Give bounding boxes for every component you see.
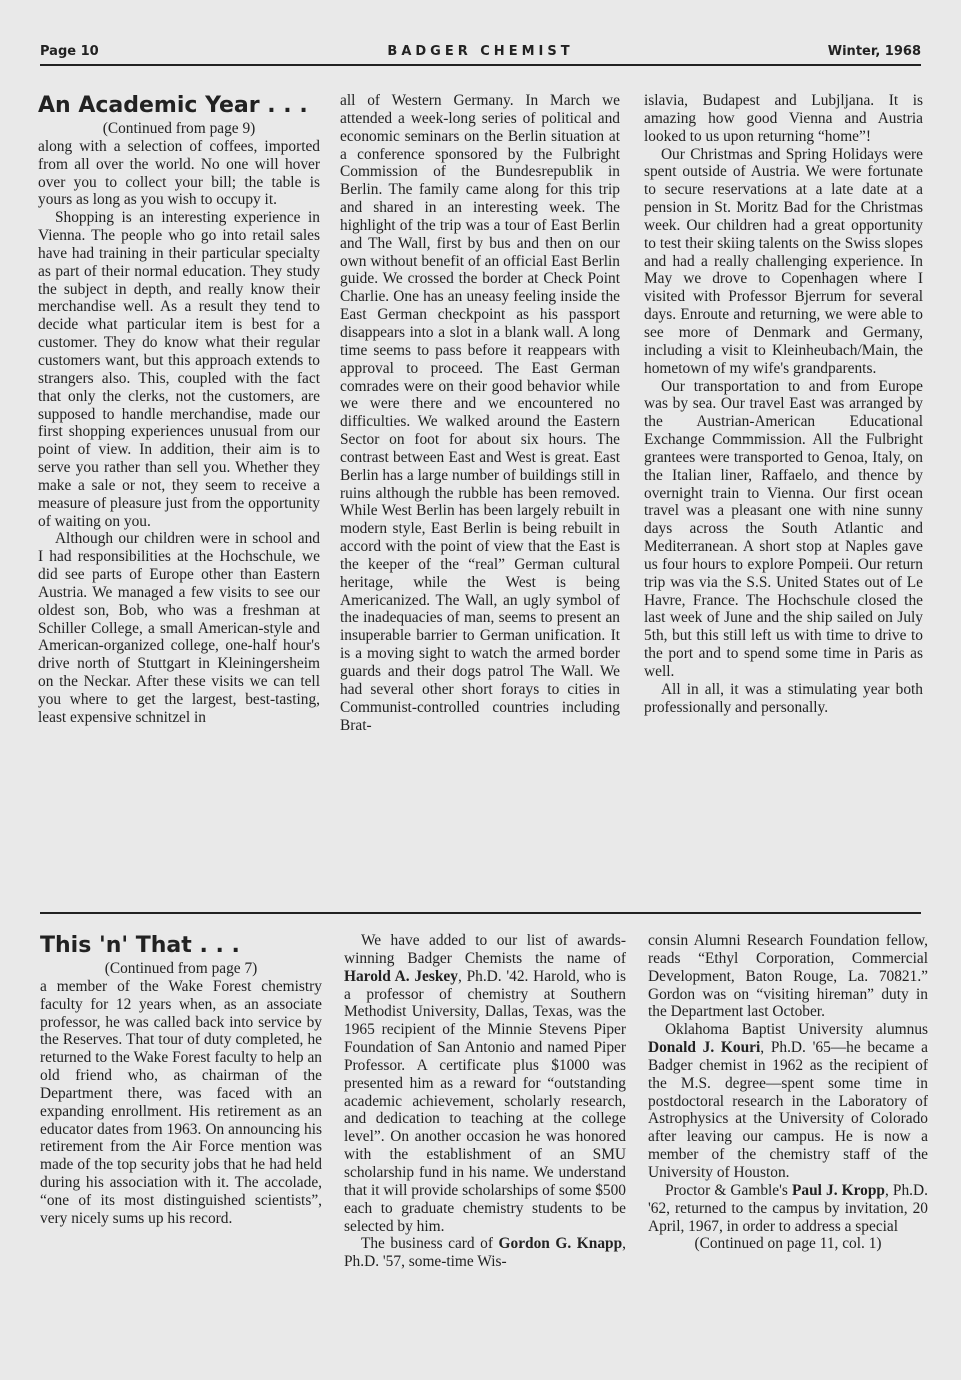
text-run: Proctor & Gamble's	[664, 1181, 792, 1199]
article1-col3-p3: Our transportation to and from Europe was by sea. Our travel East was arranged by the Austrian-American Educational Exchange Commmission. All the Fulbright grantees were transported to Genoa, Italy, on the Italian liner, Raffaelo, and thence by overnight train to Vienna. Our first ocean travel was a pleasant one with nine sunny days across the South Atlantic and Mediterranean. A short stop at Naples gave us four hours to explore Pompeii. Our return trip was via the S.S. United States out of Le Havre, France. The Hochschule closed the last week of June and the ship sailed on July 5th, but this still left us with time to drive to the port and to spend some time in Paris as well.	[644, 377, 923, 680]
page-header	[40, 44, 921, 64]
article2-column-2	[344, 932, 626, 1271]
article1-col3-p4: All in all, it was a stimulating year both professionally and personally.	[644, 680, 923, 716]
text-run: Oklahoma Baptist University alumnus	[664, 1021, 928, 1039]
section-rule	[40, 912, 921, 914]
article2-column-1	[40, 932, 322, 1228]
article2-title: This 'n' That . . .	[40, 933, 240, 958]
page-number: Page 10	[40, 44, 99, 59]
article1-col2-p1: all of Western Germany. In March we attended a week-long series of political and economic seminars on the Berlin situation at a conference sponsored by the Fulbright Commission of the Bundesrepublik in Berlin. The family came along for this trip and shared in an interesting week. The highlight of the trip was a tour of East Berlin and The Wall, first by bus and then on our own without benefit of an official East Berlin guide. We crossed the border at Check Point Charlie. One has an uneasy feeling inside the East German checkpoint as his passport disappears into a slot in a blank wall. A long time seems to pass before it reappears with approval to proceed. The East German comrades were on their good behavior while we were there and we encountered no difficulties. We walked around the Eastern Sector on foot for about six hours. The contrast between East and West is great. East Berlin has a large number of buildings still in ruins although the rubble has been removed. While West Berlin has been largely rebuilt in modern style, East Berlin is being rebuilt in accord with the point of view that the East is the keeper of the “real” German cultural heritage, while the West is being Americanized. The Wall, an ugly symbol of the inadequacies of man, seems to present an insuperable barrier to German unification. It is a moving sight to watch the armed border guards and their dogs patrol The Wall. We had several other short forays to cities in Communist-controlled countries including Brat-	[340, 92, 620, 734]
article2-continued-on: (Continued on page 11, col. 1)	[694, 1235, 882, 1253]
article1-column-1	[38, 92, 320, 727]
text-run: , Ph.D. '65—he became a Badger chemist in 1962 as the recipient of the M.S. degree—spent some time in postdoctoral research in the Laboratory of Astrophysics at the University of Colorado after leaving our campus. He is now a member of the chemistry staff of the University of Houston.	[648, 1039, 928, 1181]
article1-col3-p1: islavia, Budapest and Lubjljana. It is amazing how good Vienna and Austria looked to us upon returning “home”!	[644, 92, 923, 145]
text-run: The business card of	[360, 1235, 499, 1253]
article2-column-3	[648, 932, 928, 1253]
article1-column-3	[644, 92, 923, 717]
article1-col3-p2: Our Christmas and Spring Holidays were spent outside of Austria. We were fortunate to secure reservations at a late date at a pension in St. Moritz Bad for the Christmas week. Our children had a great opportunity to test their skiing talents on the Swiss slopes and had a really challenging experience. In May we drove to Copenhagen where I visited with Professor Bjerrum for several days. Enroute and returning, we were able to see more of Denmark and Germany, including a visit to Kleinheubach/Main, the hometown of my wife's grandparents.	[644, 145, 923, 377]
article2-col1-p1: a member of the Wake Forest chemistry faculty for 12 years when, as an associate professor, he was called back into service by the Reserves. That tour of duty completed, he returned to the Wake Forest faculty to help an old friend who, as chairman of the Department there, was faced with an expanding enrollment. His retirement as an educator dates from 1963. On announcing his retirement from the Air Force mention was made of the top security jobs that he had held during his association with it. The accolade, “one of its most distinguished scientists”, very nicely sums up his record.	[40, 977, 322, 1227]
article1-col1-p1: along with a selection of coffees, imported from all over the world. No one will hover over you to collect your bill; the table is yours as long as you wish to occupy it.	[38, 137, 320, 209]
article2-col3-p1: consin Alumni Research Foundation fellow, reads “Ethyl Corporation, Commercial Development, Baton Rouge, La. 70821.” Gordon was on “visiting hireman” duty in the Department last October.	[648, 932, 928, 1021]
article2-col3-p3	[648, 1182, 928, 1236]
person-name: Paul J. Kropp	[791, 1181, 885, 1199]
article1-title: An Academic Year . . .	[38, 93, 308, 118]
article2-col2-p1	[344, 932, 626, 1235]
article1-continued: (Continued from page 9)	[102, 120, 256, 137]
person-name: Harold A. Jeskey	[344, 967, 458, 985]
text-run: , Ph.D. '57, some-time Wis-	[344, 1235, 626, 1271]
article1-column-2	[340, 92, 620, 734]
header-rule	[40, 64, 921, 66]
text-run: , Ph.D. '62, returned to the campus by invitation, 20 April, 1967, in order to address a special	[648, 1181, 928, 1235]
issue-date: Winter, 1968	[827, 44, 921, 59]
text-run: We have added to our list of awards-winning Badger Chemists the name of	[344, 932, 626, 967]
person-name: Gordon G. Knapp	[498, 1235, 623, 1253]
article2-col3-p2	[648, 1021, 928, 1182]
text-run: , Ph.D. '42. Harold, who is a professor of chemistry at Southern Methodist University, Dallas, Texas, was the 1965 recipient of the Minnie Stevens Piper Foundation of San Antonio and named Piper Professor. A certificate plus $1000 was presented him as a reward for “outstanding academic achievement, scholarly research, and dedication to teaching at the college level”. On another occasion he was honored with the establishment of an SMU scholarship fund in his name. We understand that it will provide scholarships of some $500 each to graduate chemistry students to be selected by him.	[344, 967, 626, 1235]
person-name: Donald J. Kouri	[648, 1039, 761, 1057]
article2-continued: (Continued from page 7)	[104, 960, 258, 977]
article1-col1-p2: Shopping is an interesting experience in Vienna. The people who go into retail sales have had training in their particular specialty as part of their normal education. They study the subject in depth, and really know their merchandise well. As a result they tend to decide what particular item is best for a customer. They do know what their regular customers want, but this approach extends to strangers also. This, coupled with the fact that only the clerks, not the customers, are supposed to handle merchandise, made our first shopping experiences unusual from our point of view. In addition, their aim is to serve you rather than sell you. Whether they make a sale or not, they seem to receive a measure of pleasure just from the opportunity of waiting on you.	[38, 209, 320, 530]
publication-title: BADGER CHEMIST	[387, 44, 574, 59]
article1-col1-p3: Although our children were in school and I had responsibilities at the Hochschule, we did see parts of Europe other than Eastern Austria. We managed a few visits to see our oldest son, Bob, who was a freshman at Schiller College, a small American-style and American-organized college, one-half hour's drive north of Stuttgart in Kleiningersheim on the Neckar. After these visits we can tell you where to get the largest, best-tasting, least expensive schnitzel in	[38, 530, 320, 726]
article2-col2-p2	[344, 1235, 626, 1271]
